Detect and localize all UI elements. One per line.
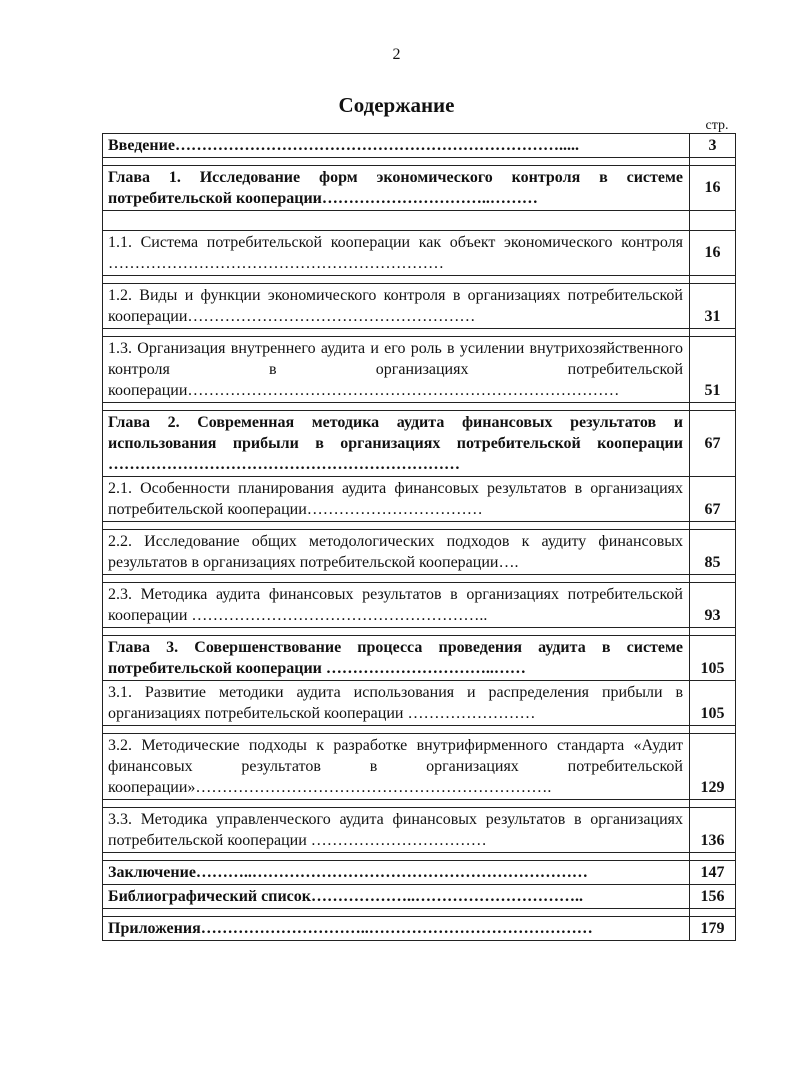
toc-row-3-3[interactable] <box>103 808 736 853</box>
toc-entry-text: Библиографический список………………..………………………….. <box>103 885 690 909</box>
toc-entry-page: 136 <box>690 808 736 853</box>
toc-entry-text: Глава 2. Современная методика аудита финансовых результатов и использования прибыли в организациях потребительской кооперации ………………………………………………………… <box>103 411 690 477</box>
toc-entry-text: 1.2. Виды и функции экономического контроля в организациях потребительской кооперации……………………………………………… <box>103 284 690 329</box>
toc-entry-page: 105 <box>690 681 736 726</box>
table-of-contents <box>102 133 736 941</box>
toc-entry-page: 147 <box>690 861 736 885</box>
toc-entry-page: 93 <box>690 583 736 628</box>
toc-row-1-2[interactable] <box>103 284 736 329</box>
page-number: 2 <box>392 46 401 63</box>
toc-entry-text: 2.3. Методика аудита финансовых результатов в организациях потребительской кооперации ……………………………………………….. <box>103 583 690 628</box>
toc-row-bibliography[interactable] <box>103 885 736 909</box>
toc-entry-text: 1.3. Организация внутреннего аудита и его роль в усилении внутрихозяйственного контроля в организациях потребительской кооперации……………………………………………………………………… <box>103 337 690 403</box>
toc-entry-text: Заключение………..……………………………………………………… <box>103 861 690 885</box>
toc-row-2-2[interactable] <box>103 530 736 575</box>
toc-entry-page: 129 <box>690 734 736 800</box>
toc-entry-text: Глава 1. Исследование форм экономического контроля в системе потребительской кооперации…………………………..……… <box>103 166 690 211</box>
toc-entry-page: 31 <box>690 284 736 329</box>
toc-entry-page: 16 <box>690 231 736 276</box>
toc-entry-text: 3.1. Развитие методики аудита использования и распределения прибыли в организациях потребительской кооперации …………………… <box>103 681 690 726</box>
toc-row-appendices[interactable] <box>103 917 736 941</box>
toc-entry-text: Введение………………………………………………………………..... <box>103 134 690 158</box>
toc-row-intro[interactable] <box>103 134 736 158</box>
toc-entry-page: 105 <box>690 636 736 681</box>
toc-row-1-3[interactable] <box>103 337 736 403</box>
toc-entry-page: 67 <box>690 411 736 477</box>
toc-entry-page: 179 <box>690 917 736 941</box>
toc-row-2-3[interactable] <box>103 583 736 628</box>
toc-entry-page: 51 <box>690 337 736 403</box>
toc-entry-page: 85 <box>690 530 736 575</box>
toc-entry-text: 1.1. Система потребительской кооперации как объект экономического контроля ……………………………………………………… <box>103 231 690 276</box>
toc-entry-text: 2.1. Особенности планирования аудита финансовых результатов в организациях потребительской кооперации…………………………… <box>103 477 690 522</box>
toc-row-1-1[interactable] <box>103 231 736 276</box>
toc-entry-page: 156 <box>690 885 736 909</box>
toc-entry-text: Глава 3. Совершенствование процесса проведения аудита в системе потребительской кооперации …………………………..…… <box>103 636 690 681</box>
toc-entry-text: 2.2. Исследование общих методологических подходов к аудиту финансовых результатов в организациях потребительской кооперации…. <box>103 530 690 575</box>
toc-entry-text: 3.2. Методические подходы к разработке внутрифирменного стандарта «Аудит финансовых результатов в организациях потребительской кооперации»…………………………………………………………. <box>103 734 690 800</box>
page-title: Содержание <box>338 93 455 117</box>
toc-row-3-2[interactable] <box>103 734 736 800</box>
toc-entry-page: 3 <box>690 134 736 158</box>
toc-row-chapter-2[interactable] <box>103 411 736 477</box>
pages-column-label: стр. <box>705 118 729 133</box>
toc-row-2-1[interactable] <box>103 477 736 522</box>
toc-entry-text: Приложения…………………………..…………………………………… <box>103 917 690 941</box>
toc-entry-page: 16 <box>690 166 736 211</box>
toc-row-conclusion[interactable] <box>103 861 736 885</box>
toc-row-3-1[interactable] <box>103 681 736 726</box>
toc-row-chapter-3[interactable] <box>103 636 736 681</box>
toc-entry-text: 3.3. Методика управленческого аудита финансовых результатов в организациях потребительской кооперации …………………………… <box>103 808 690 853</box>
toc-row-chapter-1[interactable] <box>103 166 736 211</box>
toc-entry-page: 67 <box>690 477 736 522</box>
